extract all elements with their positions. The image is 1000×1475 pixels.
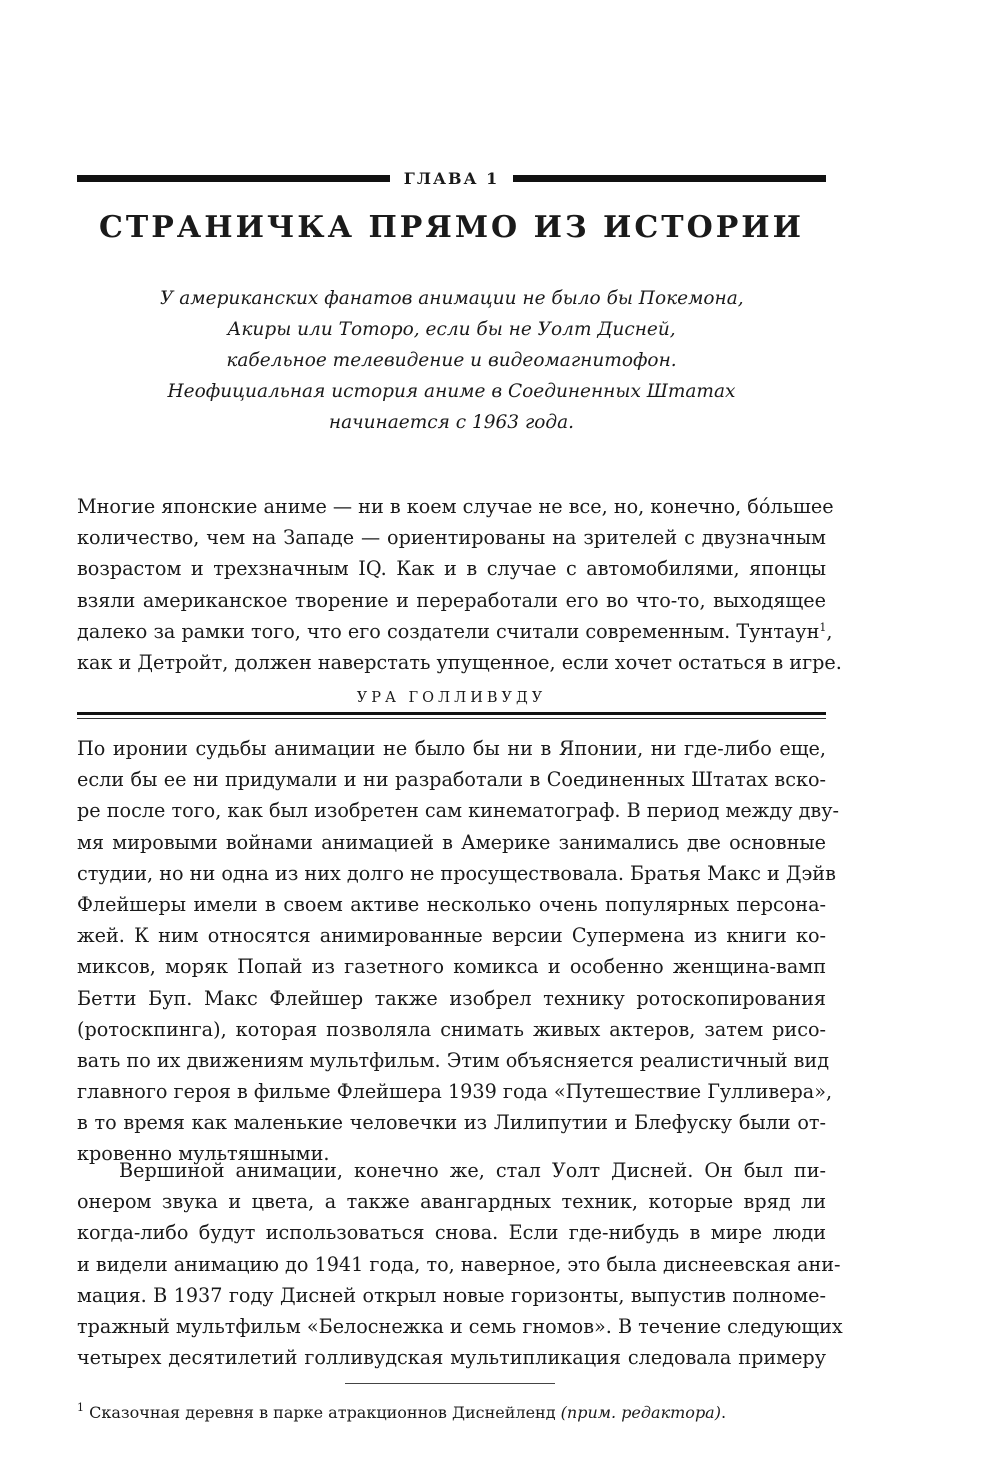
text-line: Флейшеры имели в своем активе несколько очень популярных персона-	[77, 892, 826, 916]
footnote-marker: 1	[77, 1401, 84, 1414]
text-line: как и Детройт, должен наверстать упущенное, если хочет остаться в игре.	[77, 650, 842, 674]
text-line: мация. В 1937 году Дисней открыл новые горизонты, выпустив полноме-	[77, 1283, 826, 1307]
text-line: миксов, моряк Попай из газетного комикса и особенно женщина-вамп	[77, 955, 826, 979]
chapter-label: ГЛАВА 1	[403, 168, 500, 188]
text-line: Многие японские аниме — ни в коем случае не все, но, конечно, бóльшее	[77, 495, 834, 518]
section-rule	[77, 712, 826, 715]
text-line-comma: ,	[826, 619, 833, 643]
footnote-editor-note: (прим. редактора)	[560, 1403, 721, 1422]
section-heading: УРА ГОЛЛИВУДУ	[356, 690, 547, 706]
text-line: в то время как маленькие человечки из Лилипутии и Блефуску были от-	[77, 1111, 826, 1135]
footnote	[77, 1402, 837, 1424]
text-line: мя мировыми войнами анимацией в Америке занимались две основные	[77, 830, 826, 854]
text-line: вать по их движениям мультфильм. Этим объясняется реалистичный вид	[77, 1048, 830, 1072]
text-line: возрастом и трехзначным IQ. Как и в случае с автомобилями, японцы	[77, 557, 826, 581]
body-paragraph-1	[77, 733, 839, 1170]
chapter-header-rule	[77, 168, 826, 188]
text-line: кровенно мультяшными.	[77, 1142, 330, 1166]
epigraph-line: начинается с 1963 года.	[328, 412, 575, 433]
text-line-with-footnote	[77, 616, 833, 647]
footnote-text: Сказочная деревня в парке атракционнов Диснейленд	[89, 1403, 556, 1422]
text-line: ре после того, как был изобретен сам кинематограф. В период между дву-	[77, 799, 839, 823]
text-line: четырех десятилетий голливудская мультипликация следовала примеру	[77, 1346, 826, 1370]
text-line: если бы ее ни придумали и ни разработали в Соединенных Штатах вско-	[77, 768, 826, 792]
text-line: По иронии судьбы анимации не было бы ни в Японии, ни где-либо еще,	[77, 737, 826, 760]
footnote-separator	[345, 1383, 555, 1384]
text-line: главного героя в фильме Флейшера 1939 года «Путешествие Гулливера»,	[77, 1080, 833, 1104]
text-line: онером звука и цвета, а также авангардных техник, которые вряд ли	[77, 1190, 826, 1214]
epigraph	[160, 283, 743, 438]
text-line: взяли американское творение и переработали его во что-то, выходящее	[77, 588, 826, 612]
text-line-content: далеко за рамки того, что его создатели считали современным. Тунтаун	[77, 619, 820, 643]
epigraph-line: кабельное телевидение и видеомагнитофон.	[226, 350, 677, 371]
chapter-rule-left	[77, 175, 390, 182]
text-line: когда-либо будут использоваться снова. Если где-нибудь в мире люди	[77, 1221, 826, 1245]
footnote-reference[interactable]: 1	[819, 620, 827, 634]
body-paragraph-2	[77, 1155, 843, 1373]
text-line: жей. К ним относятся анимированные версии Супермена из книги ко-	[77, 924, 826, 948]
text-line: Вершиной анимации, конечно же, стал Уолт Дисней. Он был пи-	[119, 1159, 826, 1182]
epigraph-line: Акиры или Тоторо, если бы не Уолт Дисней,	[227, 319, 676, 340]
section-rule-thin	[77, 718, 826, 719]
text-line: Бетти Буп. Макс Флейшер также изобрел технику ротоскопирования	[77, 986, 826, 1010]
epigraph-line: У американских фанатов анимации не было бы Покемона,	[160, 288, 744, 309]
text-line: тражный мультфильм «Белоснежка и семь гномов». В течение следующих	[77, 1314, 843, 1338]
text-line: количество, чем на Западе — ориентированы на зрителей с двузначным	[77, 526, 826, 550]
text-line: и видели анимацию до 1941 года, то, наверное, это была диснеевская ани-	[77, 1252, 841, 1276]
text-line: студии, но ни одна из них долго не просуществовала. Братья Макс и Дэйв	[77, 861, 836, 885]
text-line: (ротоскпинга), которая позволяла снимать живых актеров, затем рисо-	[77, 1017, 826, 1041]
footnote-end: .	[720, 1403, 727, 1422]
epigraph-line: Неофициальная история аниме в Соединенных Штатах	[167, 381, 736, 402]
chapter-rule-right	[513, 175, 826, 182]
chapter-title: СТРАНИЧКА ПРЯМО ИЗ ИСТОРИИ	[99, 210, 804, 245]
intro-paragraph	[77, 491, 842, 678]
